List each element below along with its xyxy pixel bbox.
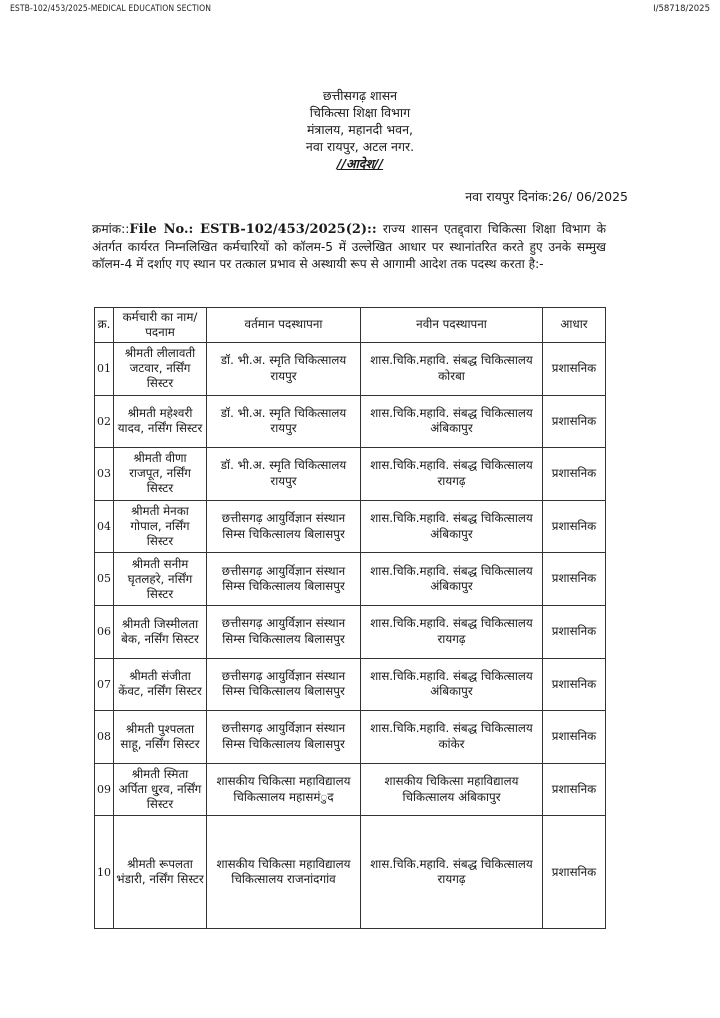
new-posting-cell: शास.चिकि.महावि. संबद्ध चिकित्सालय रायगढ़ bbox=[361, 816, 543, 929]
serial-cell: 04 bbox=[95, 500, 114, 553]
current-posting-cell: छत्तीसगढ़ आयुर्विज्ञान संस्थान सिम्स चिकित्सालय बिलासपुर bbox=[207, 711, 361, 764]
serial-cell: 03 bbox=[95, 448, 114, 501]
employee-name-cell: श्रीमती पुश्पलता साहू, नर्सिंग सिस्टर bbox=[114, 711, 207, 764]
order-paragraph bbox=[92, 221, 606, 274]
serial-cell: 06 bbox=[95, 605, 114, 658]
table-row bbox=[95, 605, 606, 658]
table-row bbox=[95, 658, 606, 711]
current-posting-cell: शासकीय चिकित्सा महाविद्यालय चिकित्सालय राजनांदगांव bbox=[207, 816, 361, 929]
header-basis: आधार bbox=[543, 308, 606, 343]
serial-cell: 08 bbox=[95, 711, 114, 764]
serial-cell: 10 bbox=[95, 816, 114, 929]
employee-name-cell: श्रीमती मेनका गोपाल, नर्सिंग सिस्टर bbox=[114, 500, 207, 553]
basis-cell: प्रशासनिक bbox=[543, 343, 606, 396]
new-posting-cell: शास.चिकि.महावि. संबद्ध चिकित्सालय अंबिकापुर bbox=[361, 500, 543, 553]
current-posting-cell: छत्तीसगढ़ आयुर्विज्ञान संस्थान सिम्स चिकित्सालय बिलासपुर bbox=[207, 658, 361, 711]
table-row bbox=[95, 816, 606, 929]
new-posting-cell: शास.चिकि.महावि. संबद्ध चिकित्सालय अंबिकापुर bbox=[361, 395, 543, 448]
basis-cell: प्रशासनिक bbox=[543, 553, 606, 606]
letterhead-city: नवा रायपुर, अटल नगर. bbox=[305, 139, 415, 154]
serial-cell: 05 bbox=[95, 553, 114, 606]
page-header-section: ESTB-102/453/2025-MEDICAL EDUCATION SECTION bbox=[10, 4, 212, 14]
order-body-text: राज्य शासन एतद्द्वारा चिकित्सा शिक्षा विभाग के अंतर्गत कार्यरत निम्नलिखित कर्मचारियों को कॉलम-5 में उल्लेखित आधार पर स्थानांतरित करते हुए उनके सम्मुख कॉलम-4 में दर्शाए गए स्थान पर तत्काल प्रभाव से अस्थायी रूप से आगामी आदेश तक पदस्थ करता है:- bbox=[92, 222, 607, 271]
table-row bbox=[95, 448, 606, 501]
serial-cell: 02 bbox=[95, 395, 114, 448]
new-posting-cell: शास.चिकि.महावि. संबद्ध चिकित्सालय कांकेर bbox=[361, 711, 543, 764]
basis-cell: प्रशासनिक bbox=[543, 448, 606, 501]
basis-cell: प्रशासनिक bbox=[543, 658, 606, 711]
table-row bbox=[95, 395, 606, 448]
basis-cell: प्रशासनिक bbox=[543, 500, 606, 553]
table-row bbox=[95, 763, 606, 816]
new-posting-cell: शासकीय चिकित्सा महाविद्यालय चिकित्सालय अंबिकापुर bbox=[361, 763, 543, 816]
transfer-table bbox=[94, 307, 606, 929]
header-serial: क्र. bbox=[95, 308, 114, 343]
employee-name-cell: श्रीमती संजीता केंवट, नर्सिंग सिस्टर bbox=[114, 658, 207, 711]
table-header-row bbox=[95, 308, 606, 343]
letterhead-government: छत्तीसगढ़ शासन bbox=[322, 88, 398, 103]
current-posting-cell: शासकीय चिकित्सा महाविद्यालय चिकित्सालय महासमंुद bbox=[207, 763, 361, 816]
employee-name-cell: श्रीमती सनीम घृतलहरे, नर्सिंग सिस्टर bbox=[114, 553, 207, 606]
page-header-receipt-number: I/58718/2025 bbox=[653, 4, 710, 14]
basis-cell: प्रशासनिक bbox=[543, 763, 606, 816]
basis-cell: प्रशासनिक bbox=[543, 816, 606, 929]
letterhead bbox=[0, 87, 720, 172]
employee-name-cell: श्रीमती महेश्वरी यादव, नर्सिंग सिस्टर bbox=[114, 395, 207, 448]
new-posting-cell: शास.चिकि.महावि. संबद्ध चिकित्सालय रायगढ़ bbox=[361, 605, 543, 658]
file-number: File No.: ESTB-102/453/2025(2):: bbox=[129, 222, 377, 237]
new-posting-cell: शास.चिकि.महावि. संबद्ध चिकित्सालय कोरबा bbox=[361, 343, 543, 396]
serial-cell: 01 bbox=[95, 343, 114, 396]
new-posting-cell: शास.चिकि.महावि. संबद्ध चिकित्सालय अंबिकापुर bbox=[361, 658, 543, 711]
table-row bbox=[95, 711, 606, 764]
basis-cell: प्रशासनिक bbox=[543, 711, 606, 764]
table-row bbox=[95, 553, 606, 606]
header-employee-name: कर्मचारी का नाम/पदनाम bbox=[114, 308, 207, 343]
new-posting-cell: शास.चिकि.महावि. संबद्ध चिकित्सालय रायगढ़ bbox=[361, 448, 543, 501]
current-posting-cell: डॉ. भी.अ. स्मृति चिकित्सालय रायपुर bbox=[207, 395, 361, 448]
current-posting-cell: छत्तीसगढ़ आयुर्विज्ञान संस्थान सिम्स चिकित्सालय बिलासपुर bbox=[207, 500, 361, 553]
employee-name-cell: श्रीमती रूपलता भंडारी, नर्सिंग सिस्टर bbox=[114, 816, 207, 929]
new-posting-cell: शास.चिकि.महावि. संबद्ध चिकित्सालय अंबिकापुर bbox=[361, 553, 543, 606]
order-number-prefix: क्रमांक:: bbox=[92, 222, 130, 236]
table-row bbox=[95, 500, 606, 553]
header-new-posting: नवीन पदस्थापना bbox=[361, 308, 543, 343]
header-current-posting: वर्तमान पदस्थापना bbox=[207, 308, 361, 343]
current-posting-cell: छत्तीसगढ़ आयुर्विज्ञान संस्थान सिम्स चिकित्सालय बिलासपुर bbox=[207, 553, 361, 606]
serial-cell: 09 bbox=[95, 763, 114, 816]
letterhead-department: चिकित्सा शिक्षा विभाग bbox=[309, 105, 411, 120]
employee-name-cell: श्रीमती जिस्मीलता बेक, नर्सिंग सिस्टर bbox=[114, 605, 207, 658]
basis-cell: प्रशासनिक bbox=[543, 395, 606, 448]
table-row bbox=[95, 343, 606, 396]
serial-cell: 07 bbox=[95, 658, 114, 711]
employee-name-cell: श्रीमती स्मिता अर्पिता धु्रव, नर्सिंग सिस्टर bbox=[114, 763, 207, 816]
employee-name-cell: श्रीमती लीलावती जटवार, नर्सिंग सिस्टर bbox=[114, 343, 207, 396]
order-title: //आदेश// bbox=[336, 156, 384, 171]
current-posting-cell: डॉ. भी.अ. स्मृति चिकित्सालय रायपुर bbox=[207, 343, 361, 396]
letterhead-building: मंत्रालय, महानदी भवन, bbox=[306, 122, 414, 137]
current-posting-cell: छत्तीसगढ़ आयुर्विज्ञान संस्थान सिम्स चिकित्सालय बिलासपुर bbox=[207, 605, 361, 658]
current-posting-cell: डॉ. भी.अ. स्मृति चिकित्सालय रायपुर bbox=[207, 448, 361, 501]
employee-name-cell: श्रीमती वीणा राजपूत, नर्सिंग सिस्टर bbox=[114, 448, 207, 501]
basis-cell: प्रशासनिक bbox=[543, 605, 606, 658]
place-date: नवा रायपुर दिनांक:26/ 06/2025 bbox=[465, 189, 628, 204]
